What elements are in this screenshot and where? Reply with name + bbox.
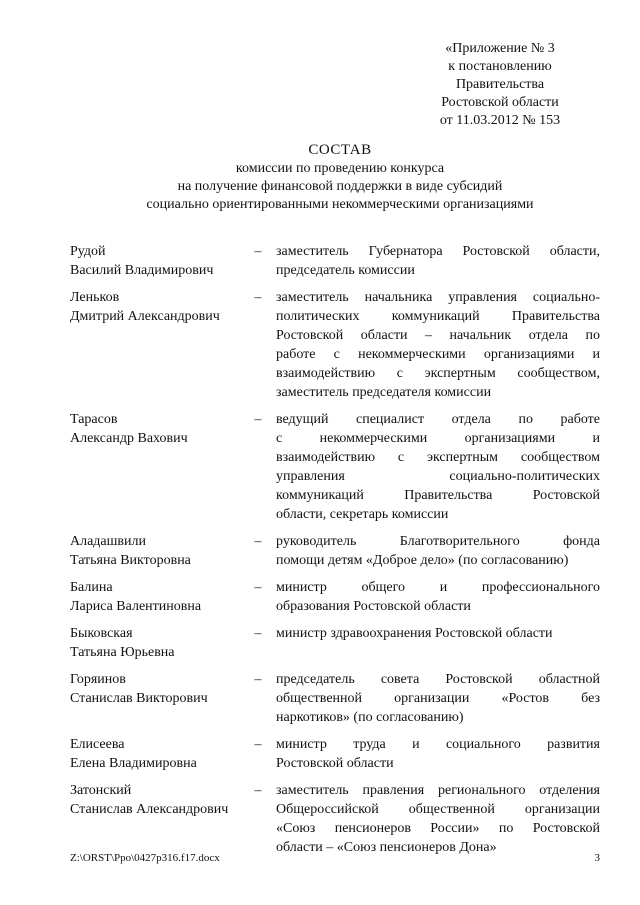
member-dash: –: [254, 534, 262, 549]
member-dash: –: [254, 412, 262, 427]
member-row: [70, 578, 600, 616]
member-surname: Горяинов: [70, 672, 126, 687]
page-number: 3: [594, 852, 600, 864]
member-role-line: коммуникаций Правительства Ростовской: [276, 488, 600, 503]
member-surname: Быковская: [70, 626, 133, 641]
title-line: социально ориентированными некоммерческими организациями: [146, 197, 534, 212]
appendix-line: Правительства: [455, 77, 545, 92]
member-role-line: заместитель начальника управления социально-: [276, 290, 600, 305]
member-dash: –: [254, 290, 262, 305]
member-dash: –: [254, 244, 262, 259]
member-role-line: Ростовской области: [276, 756, 394, 771]
member-name: [70, 410, 240, 448]
member-role: [276, 578, 600, 616]
member-name: [70, 578, 240, 616]
member-role: [276, 242, 600, 280]
member-surname: Леньков: [70, 290, 120, 305]
member-role-line: председатель совета Ростовской областной: [276, 672, 600, 687]
member-dash: –: [254, 580, 262, 595]
member-name: [70, 670, 240, 708]
member-given-name: Станислав Викторович: [70, 691, 208, 706]
appendix-line: Ростовской области: [441, 95, 559, 110]
member-role-line: Общероссийской общественной организации: [276, 802, 600, 817]
member-given-name: Станислав Александрович: [70, 802, 229, 817]
member-role-line: заместитель председателя комиссии: [276, 385, 492, 400]
member-given-name: Василий Владимирович: [70, 263, 214, 278]
member-role-line: образования Ростовской области: [276, 599, 471, 614]
member-name: [70, 781, 240, 819]
page-footer: [70, 852, 600, 864]
member-row: [70, 670, 600, 727]
member-role-line: председатель комиссии: [276, 263, 415, 278]
file-path: Z:\ORST\Ppo\0427p316.f17.docx: [70, 852, 220, 864]
member-role-line: с некоммерческими организациями и: [276, 431, 600, 446]
appendix-line: к постановлению: [448, 59, 552, 74]
member-role-line: министр здравоохранения Ростовской области: [276, 626, 553, 641]
member-role-line: взаимодействию с экспертным сообществом: [276, 450, 600, 465]
title-main: СОСТАВ: [308, 142, 372, 158]
document-title: [60, 140, 620, 214]
member-role-line: работе с некоммерческими организациями и: [276, 347, 600, 362]
member-surname: Аладашвили: [70, 534, 147, 549]
member-given-name: Татьяна Юрьевна: [70, 645, 175, 660]
member-name: [70, 242, 240, 280]
title-line: на получение финансовой поддержки в виде субсидий: [177, 179, 503, 194]
member-row: [70, 242, 600, 280]
member-role-line: Ростовской области – начальник отдела по: [276, 328, 600, 343]
member-row: [70, 781, 600, 857]
member-role-line: области – «Союз пенсионеров Дона»: [276, 840, 497, 855]
member-dash: –: [254, 737, 262, 752]
member-role: [276, 624, 600, 643]
member-role-line: взаимодействию с экспертным сообществом,: [276, 366, 600, 381]
member-role-line: ведущий специалист отдела по работе: [276, 412, 600, 427]
member-role-line: министр общего и профессионального: [276, 580, 600, 595]
member-dash: –: [254, 626, 262, 641]
appendix-header: [400, 40, 600, 130]
member-role: [276, 670, 600, 727]
member-surname: Затонский: [70, 783, 132, 798]
member-name: [70, 735, 240, 773]
member-dash: –: [254, 672, 262, 687]
member-given-name: Лариса Валентиновна: [70, 599, 202, 614]
member-surname: Балина: [70, 580, 113, 595]
member-row: [70, 624, 600, 662]
member-role-line: «Союз пенсионеров России» по Ростовской: [276, 821, 600, 836]
member-role: [276, 410, 600, 524]
appendix-line: «Приложение № 3: [445, 41, 555, 56]
member-role-line: помощи детям «Доброе дело» (по согласованию): [276, 553, 569, 568]
members-list: [70, 234, 600, 857]
member-role-line: общественной организации «Ростов без: [276, 691, 600, 706]
member-role-line: управления социально-политических: [276, 469, 600, 484]
member-given-name: Дмитрий Александрович: [70, 309, 220, 324]
member-surname: Елисеева: [70, 737, 125, 752]
member-row: [70, 410, 600, 524]
member-name: [70, 624, 240, 662]
member-surname: Рудой: [70, 244, 106, 259]
member-role: [276, 288, 600, 402]
member-role-line: области, секретарь комиссии: [276, 507, 449, 522]
title-line: комиссии по проведению конкурса: [235, 161, 445, 176]
member-name: [70, 288, 240, 326]
member-role: [276, 532, 600, 570]
member-role-line: руководитель Благотворительного фонда: [276, 534, 600, 549]
appendix-line: от 11.03.2012 № 153: [439, 113, 561, 128]
member-row: [70, 288, 600, 402]
member-surname: Тарасов: [70, 412, 118, 427]
member-role-line: заместитель Губернатора Ростовской области,: [276, 244, 600, 259]
member-row: [70, 532, 600, 570]
member-role-line: заместитель правления регионального отделения: [276, 783, 600, 798]
member-role-line: политических коммуникаций Правительства: [276, 309, 600, 324]
member-row: [70, 735, 600, 773]
member-given-name: Александр Вахович: [70, 431, 188, 446]
member-role: [276, 781, 600, 857]
member-role-line: наркотиков» (по согласованию): [276, 710, 464, 725]
member-dash: –: [254, 783, 262, 798]
member-given-name: Татьяна Викторовна: [70, 553, 191, 568]
member-role-line: министр труда и социального развития: [276, 737, 600, 752]
member-name: [70, 532, 240, 570]
member-given-name: Елена Владимировна: [70, 756, 197, 771]
member-role: [276, 735, 600, 773]
